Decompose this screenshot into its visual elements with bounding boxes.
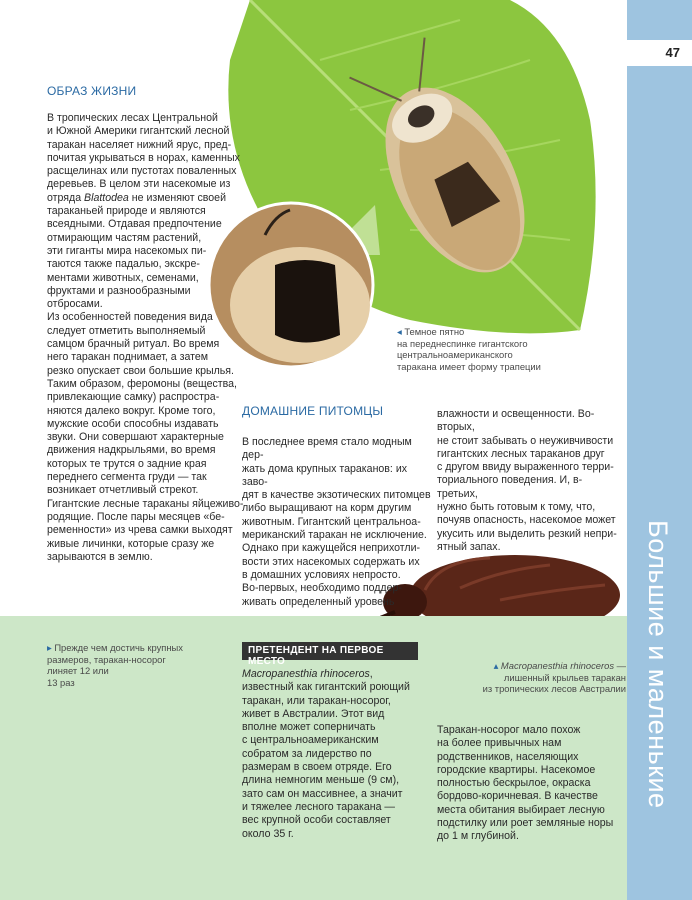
caption-arrow-up-icon: ▴ xyxy=(493,660,501,671)
section-title: Большие и маленькие xyxy=(643,520,673,809)
rhino-caption: ▴ Macropanesthia rhinoceros — лишенный крыльев таракан из тропических лесов Австралии xyxy=(482,660,626,694)
lifestyle-p2: Из особенностей поведения вида следует отметить выполняемый самцом брачный ритуал. Во время него таракан поднимает, а затем резко опускает свои большие крылья. Таким образом, феромоны (вещества, привлекающие самку) распростра- няются далеко вокруг. Кроме того, мужские особи способны издавать звуки. Они совершают характерные движения надкрыльями, во время которых те трутся о задние края переднего сегмента груди — так возникает отчетливый стрекот. Гигантские лесные тараканы яйцеживо- родящие. После пары месяцев «бе- ременности» из чрева самки выходят живые личинки, которые сразу же зарываются в землю. xyxy=(47,311,244,563)
pets-heading: ДОМАШНИЕ ПИТОМЦЫ xyxy=(242,404,384,418)
order-name: Blattodea xyxy=(84,191,129,204)
page-number: 47 xyxy=(627,40,692,66)
contender-banner: ПРЕТЕНДЕНТ НА ПЕРВОЕ МЕСТО xyxy=(242,642,418,660)
rhino-species-name: Macropanesthia rhinoceros xyxy=(242,668,370,680)
caption-arrow-right-icon: ▸ xyxy=(47,642,55,653)
pets-text-continued: влажности и освещенности. Во-вторых, не стоит забывать о неуживчивости гигантских лесных тараканов друг с другом ввиду выраженного терри- ториального поведения. И, в-третьих, нужно быть готовым к тому, что, почуяв опасность, насекомое может укусить или выделить резкий непри- ятный запах. xyxy=(437,408,617,553)
caption-arrow-icon: ◂ xyxy=(397,326,405,337)
contender-text: Macropanesthia rhinoceros, известный как гигантский роющий таракан, или таракан-носорог, живет в Австралии. Этот вид вполне может соперничать с центральноамериканским собратом за лидерство по размерам в своем отряде. Его длина немногим меньше (9 см), зато сам он массивнее, а значит и тяжелее лесного таракана — вес крупной особи составляет около 35 г. xyxy=(242,668,410,840)
lifestyle-heading: ОБРАЗ ЖИЗНИ xyxy=(47,84,137,98)
hand-caption: ▸ Прежде чем достичь крупных размеров, таракан-носорог линяет 12 или 13 раз xyxy=(47,642,183,688)
pets-text: В последнее время стало модным дер- жать дома крупных тараканов: их заво- дят в качестве экзотических питомцев либо выращивают на корм другим животным. Гигантский центральноа- мериканский таракан не исключение. Однако при кажущейся неприхотли- вости этих насекомых содержать их в домашних условиях непросто. Во-первых, необходимо поддер- живать определенный уровень xyxy=(242,436,431,608)
lifestyle-p1-end: не изменяют своей тараканьей природе и являются всеядными. Отдавая предпочтение отмирающим частям растений, эти гиганты мира насекомых пи- таются также падалью, экскре- ментами животных, семенами, фруктами и разнообразными отбросами. xyxy=(47,191,226,311)
lifestyle-p1-start: В тропических лесах Центральной и Южной Америки гигантский лесной таракан населяет нижний ярус, пред- почитая укрываться в норах, каменных расщелинах или пустотах поваленных деревьев. В целом эти насекомые из отряда xyxy=(47,112,240,204)
lifestyle-text xyxy=(47,112,247,564)
contender-text-right: Таракан-носорог мало похож на более привычных нам родственников, населяющих городские квартиры. Насекомое полностью бескрылое, окраска бордово-коричневая. В качестве места обитания выбирает лесную подстилку или роет земляные норы до 1 м глубиной. xyxy=(437,724,614,843)
spot-caption: ◂ Темное пятно на переднеспинке гигантского центральноамериканского таракана имеет форму трапеции xyxy=(397,326,541,372)
